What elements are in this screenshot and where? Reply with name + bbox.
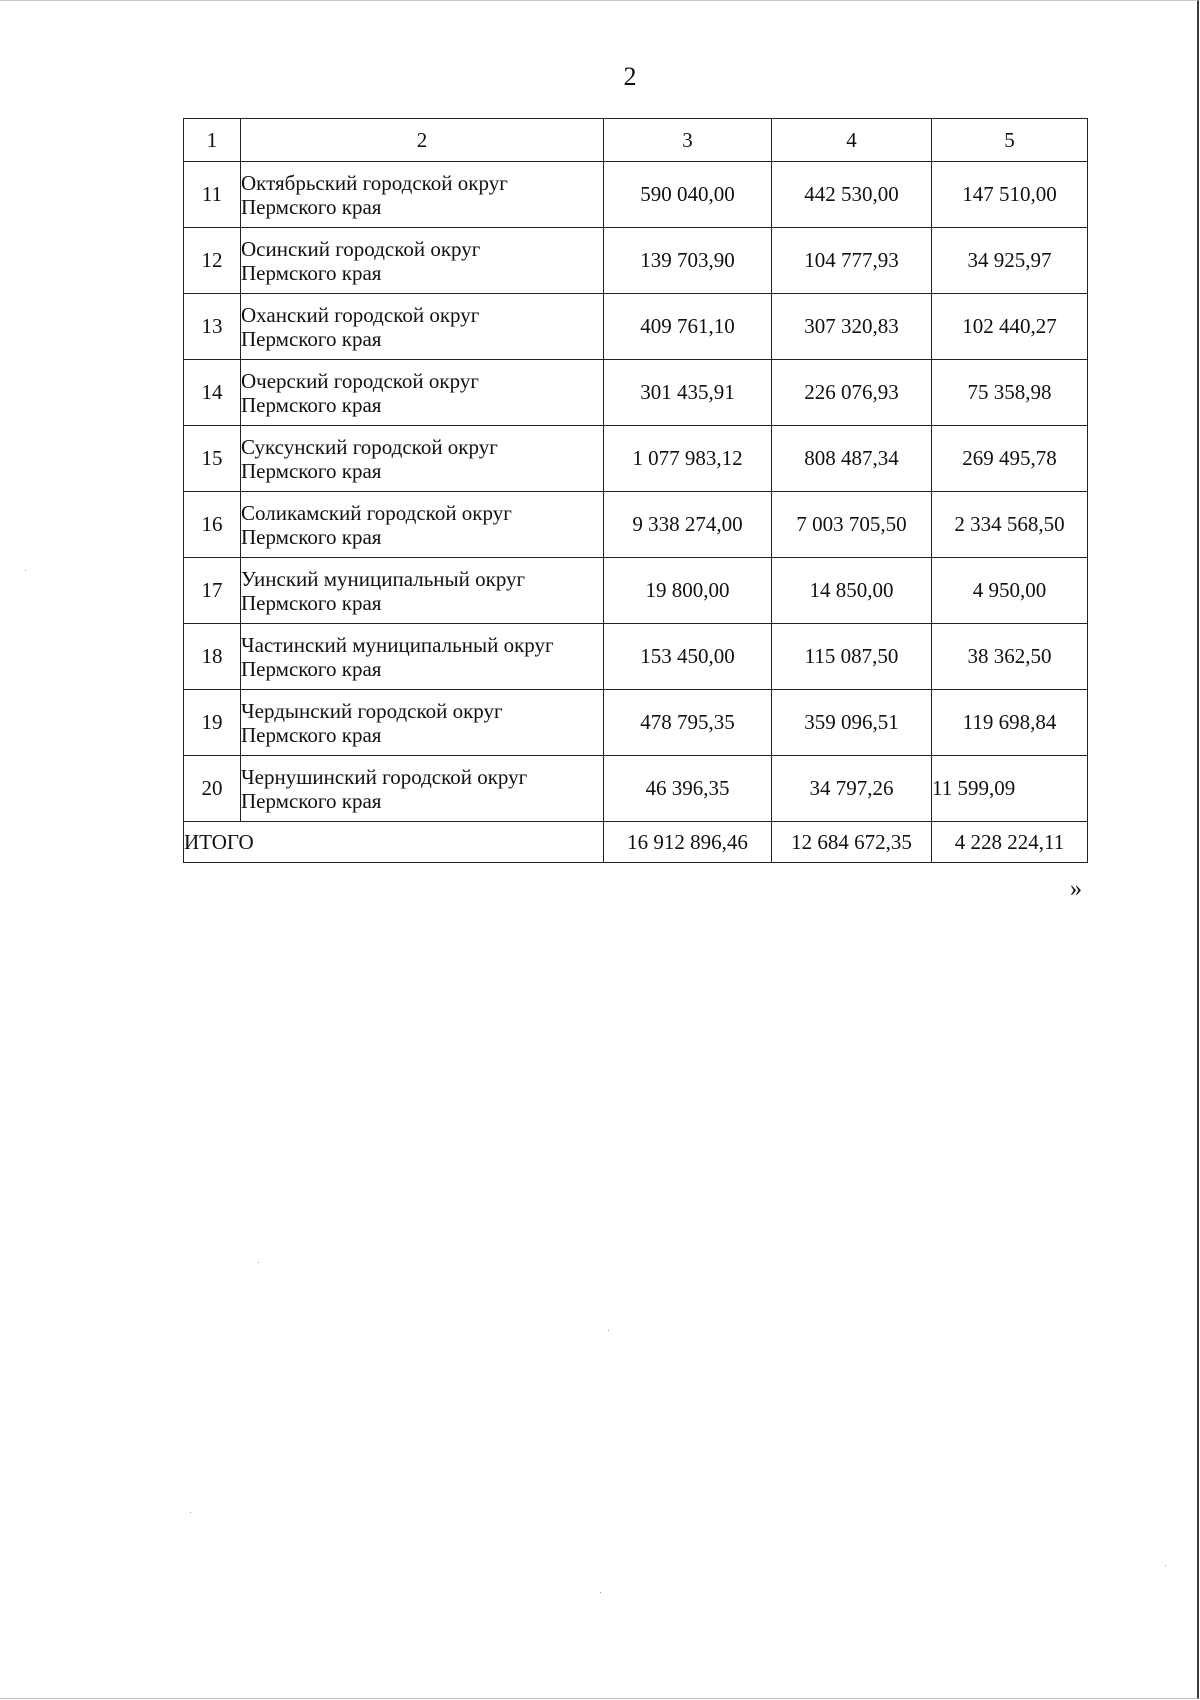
table-row xyxy=(184,690,1088,756)
municipality-name xyxy=(241,756,604,822)
col-3-value: 301 435,91 xyxy=(604,360,772,426)
total-col-3: 16 912 896,46 xyxy=(604,822,772,863)
name-line-2: Пермского края xyxy=(241,656,382,681)
name-line-1: Частинский муниципальный округ xyxy=(241,632,554,657)
col-5-value: 147 510,00 xyxy=(932,162,1088,228)
name-line-1: Суксунский городской округ xyxy=(241,434,498,459)
col-5-value: 119 698,84 xyxy=(932,690,1088,756)
table-row xyxy=(184,360,1088,426)
name-line-2: Пермского края xyxy=(241,326,382,351)
scan-speck xyxy=(1165,1565,1166,1566)
col-4-value: 307 320,83 xyxy=(772,294,932,360)
name-line-1: Очерский городской округ xyxy=(241,368,479,393)
col-5-value: 34 925,97 xyxy=(932,228,1088,294)
name-line-2: Пермского края xyxy=(241,458,382,483)
municipality-name xyxy=(241,558,604,624)
col-4-value: 359 096,51 xyxy=(772,690,932,756)
name-line-2: Пермского края xyxy=(241,788,382,813)
col-4-value: 808 487,34 xyxy=(772,426,932,492)
municipality-name xyxy=(241,294,604,360)
row-number: 20 xyxy=(184,756,241,822)
name-line-1: Чердынский городской округ xyxy=(241,698,503,723)
table-row xyxy=(184,558,1088,624)
col-4-value: 226 076,93 xyxy=(772,360,932,426)
col-5-value: 38 362,50 xyxy=(932,624,1088,690)
row-number: 16 xyxy=(184,492,241,558)
table-row xyxy=(184,162,1088,228)
municipality-name xyxy=(241,426,604,492)
table-row xyxy=(184,228,1088,294)
total-row xyxy=(184,822,1088,863)
name-line-1: Соликамский городской округ xyxy=(241,500,512,525)
table-row xyxy=(184,492,1088,558)
col-5-value: 4 950,00 xyxy=(932,558,1088,624)
col-5-value: 2 334 568,50 xyxy=(932,492,1088,558)
name-line-1: Осинский городской округ xyxy=(241,236,481,261)
header-row xyxy=(184,119,1088,162)
name-line-2: Пермского края xyxy=(241,194,382,219)
col-3-value: 590 040,00 xyxy=(604,162,772,228)
row-number: 11 xyxy=(184,162,241,228)
municipality-name xyxy=(241,228,604,294)
table-row xyxy=(184,294,1088,360)
col-5-value: 11 599,09 xyxy=(932,756,1088,822)
header-col-4: 4 xyxy=(772,119,932,162)
header-col-1: 1 xyxy=(184,119,241,162)
total-label: ИТОГО xyxy=(184,822,604,863)
header-col-3: 3 xyxy=(604,119,772,162)
col-3-value: 409 761,10 xyxy=(604,294,772,360)
row-number: 18 xyxy=(184,624,241,690)
row-number: 14 xyxy=(184,360,241,426)
table-row xyxy=(184,624,1088,690)
table-row xyxy=(184,426,1088,492)
total-col-5: 4 228 224,11 xyxy=(932,822,1088,863)
municipality-name xyxy=(241,162,604,228)
scan-speck xyxy=(190,1512,191,1513)
col-4-value: 115 087,50 xyxy=(772,624,932,690)
col-3-value: 478 795,35 xyxy=(604,690,772,756)
name-line-2: Пермского края xyxy=(241,524,382,549)
row-number: 12 xyxy=(184,228,241,294)
scan-speck xyxy=(25,570,26,571)
municipality-name xyxy=(241,690,604,756)
name-line-1: Октябрьский городской округ xyxy=(241,170,508,195)
col-3-value: 153 450,00 xyxy=(604,624,772,690)
row-number: 13 xyxy=(184,294,241,360)
name-line-1: Чернушинский городской округ xyxy=(241,764,528,789)
col-5-value: 102 440,27 xyxy=(932,294,1088,360)
name-line-2: Пермского края xyxy=(241,722,382,747)
col-4-value: 442 530,00 xyxy=(772,162,932,228)
col-5-value: 269 495,78 xyxy=(932,426,1088,492)
row-number: 19 xyxy=(184,690,241,756)
table-body xyxy=(184,162,1088,863)
header-col-2: 2 xyxy=(241,119,604,162)
data-table xyxy=(183,118,1088,863)
row-number: 15 xyxy=(184,426,241,492)
row-number: 17 xyxy=(184,558,241,624)
scan-speck xyxy=(608,1330,609,1331)
col-4-value: 34 797,26 xyxy=(772,756,932,822)
col-3-value: 1 077 983,12 xyxy=(604,426,772,492)
col-3-value: 139 703,90 xyxy=(604,228,772,294)
municipality-name xyxy=(241,360,604,426)
name-line-2: Пермского края xyxy=(241,260,382,285)
col-4-value: 14 850,00 xyxy=(772,558,932,624)
col-3-value: 46 396,35 xyxy=(604,756,772,822)
name-line-1: Оханский городской округ xyxy=(241,302,480,327)
header-col-5: 5 xyxy=(932,119,1088,162)
col-5-value: 75 358,98 xyxy=(932,360,1088,426)
name-line-1: Уинский муниципальный округ xyxy=(241,566,526,591)
col-4-value: 7 003 705,50 xyxy=(772,492,932,558)
col-3-value: 9 338 274,00 xyxy=(604,492,772,558)
page-number: 2 xyxy=(623,62,637,91)
col-4-value: 104 777,93 xyxy=(772,228,932,294)
municipality-name xyxy=(241,492,604,558)
scan-speck xyxy=(258,1262,259,1263)
col-3-value: 19 800,00 xyxy=(604,558,772,624)
table-row xyxy=(184,756,1088,822)
scan-speck xyxy=(600,1592,601,1593)
name-line-2: Пермского края xyxy=(241,590,382,615)
closing-quote: » xyxy=(1070,876,1082,902)
name-line-2: Пермского края xyxy=(241,392,382,417)
municipality-name xyxy=(241,624,604,690)
total-col-4: 12 684 672,35 xyxy=(772,822,932,863)
